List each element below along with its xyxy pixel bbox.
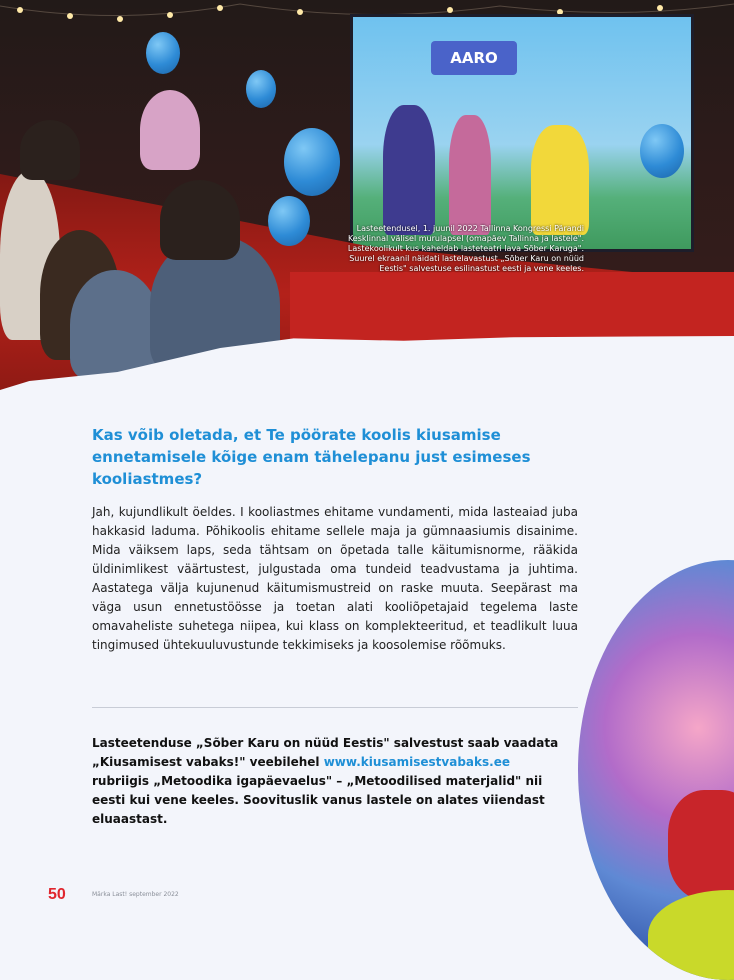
audience-member (160, 180, 240, 260)
interview-question: Kas võib oletada, et Te pöörate koolis kiusamise ennetamisele kõige enam tähelepanu just esimeses kooliastmes? (92, 426, 531, 488)
answer-paragraph: Jah, kujundlikult öeldes. I kooliastmes ehitame vundamenti, mida lasteaiad juba hakkasid laduma. Põhikoolis ehitame sellele maja ja gümnaasiumis disainime. Mida väiksem laps, seda tähtsam on õpetada talle käitumisnorme, rääkida üldinimlikest väärtustest, julgustada oma tundeid teadvustama ja juhtima. Aastatega välja kujunenud käitumismustreid on raske muuta. Seepärast ma väga usun ennetustöösse ja toetan alati kooliõpetajaid tegelema laste omavaheliste suhetega niipea, kui klass on komplekteeritud, et teadlikult luua tingimused ühtekuuluvustunde tekkimiseks ja koosolemise rõõmuks. (92, 505, 578, 652)
performer-figure (383, 105, 435, 235)
performer-figure (449, 115, 491, 235)
event-photo (0, 0, 734, 390)
page-number: 50 (48, 886, 66, 903)
photo-shape (668, 790, 734, 900)
mascot-figure (140, 90, 200, 170)
website-link[interactable]: www.kiusamisestvabaks.ee (323, 755, 510, 769)
info-note (92, 734, 562, 829)
decorative-photo-bubble (578, 560, 734, 980)
divider (92, 707, 578, 708)
photo-shape (648, 890, 734, 980)
publication-footer: Märka Last! september 2022 (92, 891, 179, 898)
stage-screen (350, 14, 694, 252)
screen-title-sign: AARO (431, 41, 517, 75)
performer-figure (531, 125, 589, 235)
note-text: Lasteetenduse „Sõber Karu on nüüd Eestis" salvestust saab vaadata „Kiusamisest vabaks!" veebilehel (92, 736, 559, 769)
balloon (284, 128, 340, 196)
balloon (146, 32, 180, 74)
photo-caption: Lasteetendusel, 1. juunil 2022 Tallinna Kongressi Pärandi Kesklinnal välisel murulapsel (omapäev Tallinna ja lastele". Lastekoolikult kus kaheldab lasteteatri lava Sõber Karuga". Suurel ekraanil näidati lastelavastust „Sõber Karu on nüüd Eestis" salvestuse esilinastust eesti ja vene keeles. (347, 224, 584, 273)
note-text: rubriigis „Metoodika igapäevaelus" – „Metoodilised materjalid" nii eesti kui vene keeles. Soovituslik vanus lastele on alates viiendast eluaastast. (92, 774, 545, 826)
audience-member (20, 120, 80, 180)
balloon (640, 124, 684, 178)
audience-member (70, 270, 160, 380)
balloon (246, 70, 276, 108)
balloon (268, 196, 310, 246)
